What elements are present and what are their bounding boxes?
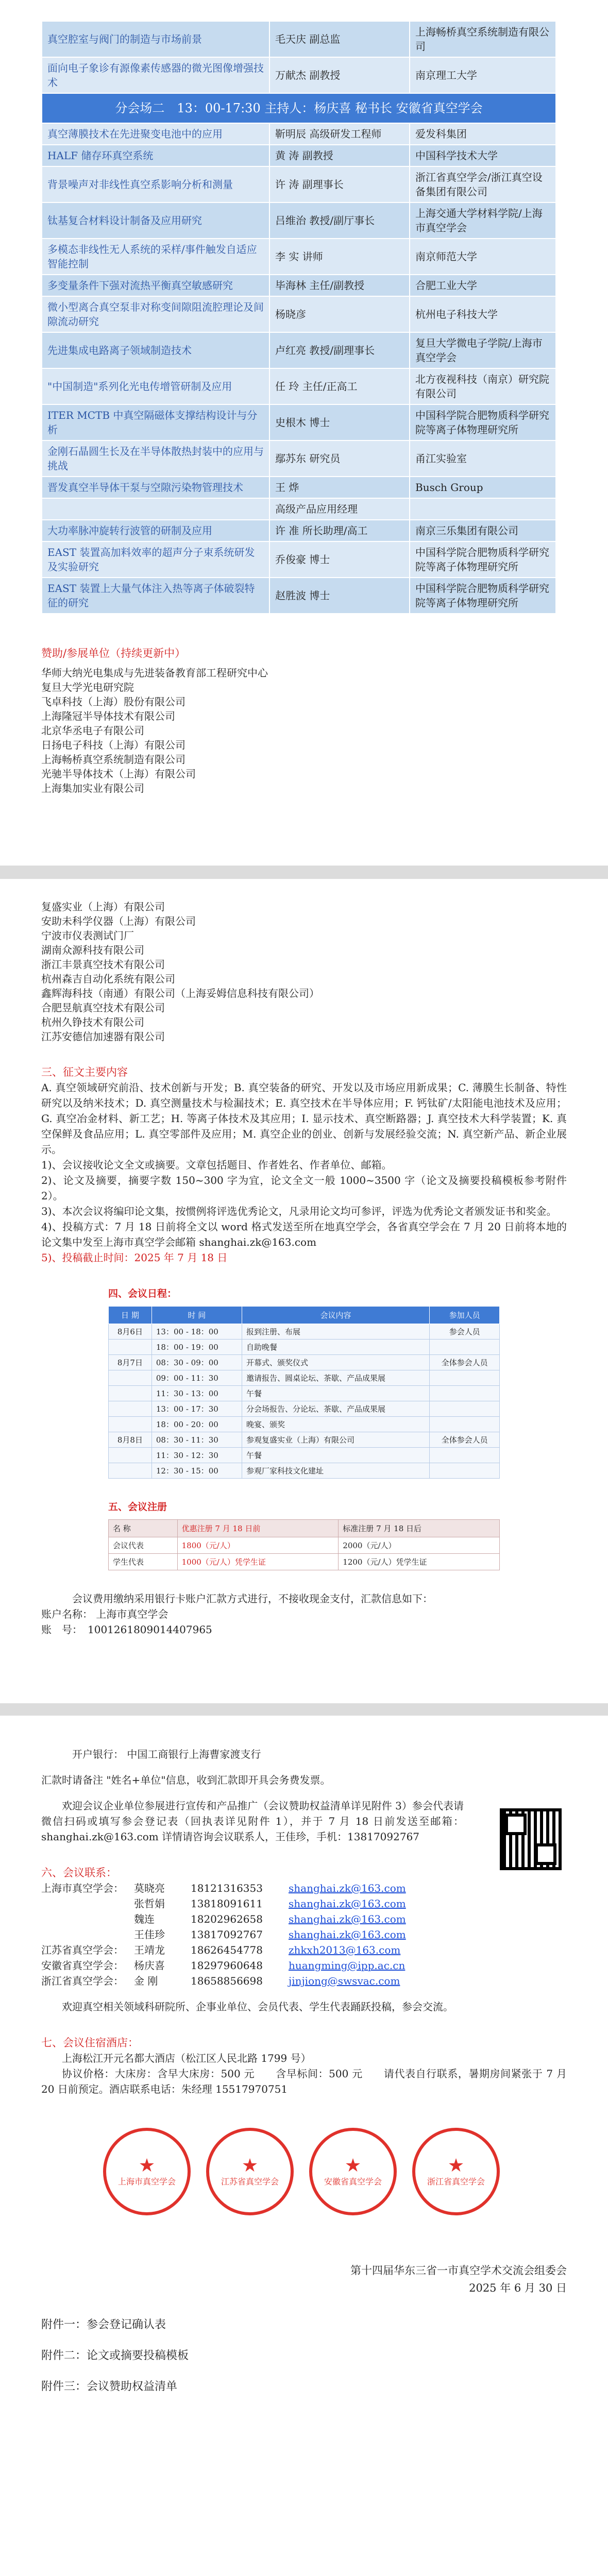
speaker-org: 甬江实验室 xyxy=(410,440,556,477)
speaker: 乔俊豪 博士 xyxy=(269,541,410,578)
seal-star-icon: ★ xyxy=(138,2155,156,2176)
schedule-row xyxy=(42,275,556,296)
fee-standard: 1200（元/人）凭学生证 xyxy=(339,1554,500,1570)
contact-society: 安徽省真空学会： xyxy=(41,1959,124,1972)
company-item: 杭州森吉自动化系统有限公司 xyxy=(41,973,175,985)
contact-row xyxy=(41,1942,567,1958)
account-name: 账户名称： 上海市真空学会 xyxy=(41,1608,168,1620)
agenda-item: 分会场报告、分论坛、茶歇、产品成果展 xyxy=(242,1401,429,1417)
contact-title: 六、会议联系： xyxy=(41,1867,117,1879)
contact-society xyxy=(41,1911,134,1927)
contact-list xyxy=(41,1880,567,1989)
contact-society xyxy=(41,1896,134,1911)
contact-society: 上海市真空学会： xyxy=(41,1882,124,1894)
agenda-time: 11：30 - 12：30 xyxy=(151,1448,242,1463)
speaker: 靳明辰 高级研发工程师 xyxy=(269,123,410,145)
talk-topic: 钛基复合材料设计制备及应用研究 xyxy=(42,202,269,239)
speaker-org: 上海畅桥真空系统制造有限公司 xyxy=(410,21,556,57)
hotel-price: 协议价格：大床房：含早大床房：500 元 含早标间：500 元 请代表自行联系，暑期房间紧张于 7 月 20 日前预定。酒店联系电话：朱经理 15517970751 xyxy=(41,2067,567,2095)
contact-society: 江苏省真空学会： xyxy=(41,1944,124,1956)
agenda-time: 18：00 - 19：00 xyxy=(151,1340,242,1355)
speaker-org: 中国科学院合肥物质科学研究院等离子体物理研究所 xyxy=(410,541,556,578)
talk-topic: EAST 装置高加料效率的超声分子束系统研发及实验研究 xyxy=(42,541,269,578)
rule-item: 4)、投稿方式：7 月 18 日前将全文以 word 格式发送至所在地真空学会，各省真空学会在 7 月 20 日前将本地的论文集中发至上海市真空学会邮箱 shanghai.zk@163.com xyxy=(41,1221,567,1248)
attachment-item: 附件二：论文或摘要投稿模板 xyxy=(41,2349,189,2362)
contact-row xyxy=(41,1973,567,1989)
contact-email[interactable]: zhkxh2013@163.com xyxy=(289,1944,401,1956)
rule-item: 1)、会议接收论文全文或摘要。文章包括题目、作者姓名、作者单位、邮箱。 xyxy=(41,1159,392,1171)
company-item: 宁波市仪表测试门厂 xyxy=(41,929,134,942)
speaker-org: Busch Group xyxy=(410,477,556,498)
schedule-row xyxy=(42,477,556,498)
agenda-day xyxy=(109,1370,152,1386)
sponsor-item: 复旦大学光电研究院 xyxy=(41,681,134,693)
attachment-list xyxy=(41,2317,567,2395)
contact-name: 魏连 xyxy=(134,1913,155,1925)
company-item: 江苏安德信加速器有限公司 xyxy=(41,1030,165,1043)
contact-email[interactable]: shanghai.zk@163.com xyxy=(289,1882,406,1894)
speaker-org: 中国科学院合肥物质科学研究院等离子体物理研究所 xyxy=(410,578,556,614)
speaker-org: 合肥工业大学 xyxy=(410,275,556,296)
contact-row xyxy=(41,1896,567,1911)
agenda-item: 午餐 xyxy=(242,1386,429,1401)
rule-item: 2)、论文及摘要，摘要字数 150~300 字为宜，论文全文一般 1000~3500 字（论文及摘要投稿模板参考附件 2）。 xyxy=(41,1174,567,1202)
contact-name: 杨庆喜 xyxy=(134,1959,165,1972)
schedule-row xyxy=(42,202,556,239)
schedule-row xyxy=(42,166,556,202)
agenda-row xyxy=(109,1401,500,1417)
contact-phone: 18121316353 xyxy=(191,1882,263,1894)
contact-row xyxy=(41,1880,567,1896)
contact-email[interactable]: shanghai.zk@163.com xyxy=(289,1897,406,1910)
rule-item: 3)、本次会议将编印论文集，按惯例将评选优秀论文，凡录用论文均可参评，评选为优秀论文者颁发证书和奖金。 xyxy=(41,1205,557,1217)
contact-email[interactable]: shanghai.zk@163.com xyxy=(289,1928,406,1941)
company-item: 浙江丰景真空技术有限公司 xyxy=(41,958,165,971)
sponsor-list xyxy=(41,666,567,795)
schedule-row xyxy=(42,368,556,404)
session-schedule-table xyxy=(41,21,556,614)
talk-topic: 晋发真空半导体干泵与空隙污染物管理技术 xyxy=(42,477,269,498)
schedule-row xyxy=(42,520,556,541)
agenda-row xyxy=(109,1370,500,1386)
agenda-row xyxy=(109,1448,500,1463)
contact-society xyxy=(41,1927,134,1942)
sponsor-section-title: 赞助/参展单位（持续更新中） xyxy=(41,647,186,659)
speaker: 高级产品应用经理 xyxy=(269,498,410,520)
seal-star-icon: ★ xyxy=(344,2155,362,2176)
payment-note: 会议费用缴纳采用银行卡账户汇款方式进行，不接收现金支付，汇款信息如下： xyxy=(72,1592,433,1605)
speaker: 许 准 所长助理/高工 xyxy=(269,520,410,541)
company-list xyxy=(41,900,567,1044)
agenda-row xyxy=(109,1355,500,1370)
schedule-row xyxy=(42,57,556,93)
contact-name: 金 刚 xyxy=(134,1975,158,1987)
talk-topic: 大功率脉冲旋转行波管的研制及应用 xyxy=(42,520,269,541)
scope-section-title: 三、征文主要内容 xyxy=(41,1066,128,1078)
speaker-org: 爱发科集团 xyxy=(410,123,556,145)
agenda-item: 午餐 xyxy=(242,1448,429,1463)
seal-inner xyxy=(118,2157,176,2187)
contact-name: 王佳珍 xyxy=(134,1928,165,1941)
speaker: 毕海林 主任/副教授 xyxy=(269,275,410,296)
speaker-org: 北方夜视科技（南京）研究院有限公司 xyxy=(410,368,556,404)
company-item: 鑫辉海科技（南通）有限公司（上海妥姆信息科技有限公司） xyxy=(41,987,319,999)
talk-topic: "中国制造"系列化光电传增管研制及应用 xyxy=(42,368,269,404)
speaker: 杨晓彦 xyxy=(269,296,410,332)
fee-title: 五、会议注册 xyxy=(108,1501,167,1513)
agenda-time: 12：30 - 15：00 xyxy=(151,1463,242,1479)
agenda-day xyxy=(109,1463,152,1479)
speaker-org xyxy=(410,498,556,520)
speaker-org: 浙江省真空学会/浙江真空设备集团有限公司 xyxy=(410,166,556,202)
agenda-header-cell: 参加人员 xyxy=(430,1307,500,1324)
sponsor-item: 上海集加实业有限公司 xyxy=(41,782,144,794)
speaker-org: 复旦大学微电子学院/上海市真空学会 xyxy=(410,332,556,368)
session-header: 分会场二 13：00-17:30 主持人：杨庆喜 秘书长 安徽省真空学会 xyxy=(42,93,556,123)
agenda-row xyxy=(109,1324,500,1340)
talk-topic: ITER MCTB 中真空隔磁体支撑结构设计与分析 xyxy=(42,404,269,440)
agenda-time: 18：00 - 20：00 xyxy=(151,1417,242,1432)
company-item: 湖南众源科技有限公司 xyxy=(41,944,144,956)
sponsor-item: 上海畅桥真空系统制造有限公司 xyxy=(41,753,185,766)
contact-email[interactable]: shanghai.zk@163.com xyxy=(289,1913,406,1925)
seal-text: 浙江省真空学会 xyxy=(427,2176,485,2187)
schedule-row xyxy=(42,498,556,520)
speaker: 万献杰 副教授 xyxy=(269,57,410,93)
contact-email[interactable]: huangming@ipp.ac.cn xyxy=(289,1959,406,1972)
seal-text: 安徽省真空学会 xyxy=(324,2176,382,2187)
agenda-day: 8月7日 xyxy=(109,1355,152,1370)
agenda-participants xyxy=(430,1370,500,1386)
agenda-item: 开幕式、颁奖仪式 xyxy=(242,1355,429,1370)
agenda-time: 13：00 - 18：00 xyxy=(151,1324,242,1340)
schedule-row xyxy=(42,93,556,123)
sponsor-invite-text: 欢迎会议企业单位参展进行宣传和产品推广（会议赞助权益清单详见附件 3）参会代表请微信扫码或填写参会登记表（回执表详见附件 1），并于 7 月 18 日前发送至邮箱：shanghai.zk@163.com 详情请咨询会议联系人，王佳珍，手机：13817092767 xyxy=(41,1800,464,1843)
seal-star-icon: ★ xyxy=(447,2155,465,2176)
agenda-time: 08：30 - 11：30 xyxy=(151,1432,242,1448)
speaker-org: 上海交通大学材料学院/上海市真空学会 xyxy=(410,202,556,239)
agenda-row xyxy=(109,1432,500,1448)
agenda-participants xyxy=(430,1448,500,1463)
seal-stamp xyxy=(206,2128,294,2215)
sponsor-item: 光驰半导体技术（上海）有限公司 xyxy=(41,768,196,780)
agenda-time: 11：30 - 13：00 xyxy=(151,1386,242,1401)
bank-name: 开户银行： 中国工商银行上海曹家渡支行 xyxy=(72,1748,261,1760)
seal-stamp xyxy=(309,2128,397,2215)
contact-name: 王靖龙 xyxy=(134,1944,165,1956)
talk-topic: 背景噪声对非线性真空系影响分析和测量 xyxy=(42,166,269,202)
fee-header-cell: 优惠注册 7 月 18 日前 xyxy=(177,1520,339,1537)
agenda-row xyxy=(109,1463,500,1479)
talk-topic: EAST 装置上大量气体注入热等离子体破裂特征的研究 xyxy=(42,578,269,614)
talk-topic: 真空腔室与阀门的制造与市场前景 xyxy=(42,21,269,57)
agenda-participants xyxy=(430,1417,500,1432)
seal-inner xyxy=(221,2157,279,2187)
talk-topic: 真空薄膜技术在先进聚变电池中的应用 xyxy=(42,123,269,145)
speaker: 许 涛 副理事长 xyxy=(269,166,410,202)
agenda-participants xyxy=(430,1340,500,1355)
contact-phone: 18658856698 xyxy=(191,1975,263,1987)
document-page-3 xyxy=(0,1716,608,2576)
company-item: 杭州久铮技术有限公司 xyxy=(41,1016,144,1028)
submission-rules xyxy=(41,1157,567,1250)
contact-phone: 18297960648 xyxy=(191,1959,263,1972)
fee-early: 1000（元/人）凭学生证 xyxy=(177,1554,339,1570)
scope-text: A. 真空领域研究前沿、技术创新与开发；B. 真空装备的研究、开发以及市场应用新成果；C. 薄膜生长制备、特性研究以及纳米技术；D. 真空测量技术与检漏技术；E. 真空技术在半导体应用；F. 钙钛矿/太阳能电池技术及应用；G. 真空冶金材料、新工艺；H. 等离子体技术及其应用；I. 显示技术、真空断路器；J. 真空技术大科学装置；K. 真空保鲜及食品应用；L. 真空零部件及应用；M. 真空企业的创业、创新与发展经验交流；N. 真空新产品、新企业展示。 xyxy=(41,1081,567,1156)
wechat-qr-code[interactable] xyxy=(500,1808,562,1870)
agenda-header-cell: 日 期 xyxy=(109,1307,152,1324)
agenda-title: 四、会议日程： xyxy=(108,1288,177,1299)
speaker: 任 玲 主任/正高工 xyxy=(269,368,410,404)
seal-stamp xyxy=(412,2128,500,2215)
speaker: 李 实 讲师 xyxy=(269,239,410,275)
agenda-day: 8月8日 xyxy=(109,1432,152,1448)
contact-name: 莫晓亮 xyxy=(134,1882,165,1894)
seal-stamp xyxy=(103,2128,191,2215)
document-page-1 xyxy=(0,0,608,866)
speaker: 黄 涛 副教授 xyxy=(269,145,410,166)
speaker: 史根木 博士 xyxy=(269,404,410,440)
speaker: 赵胜波 博士 xyxy=(269,578,410,614)
agenda-day xyxy=(109,1448,152,1463)
agenda-participants: 参会人员 xyxy=(430,1324,500,1340)
agenda-time: 09：00 - 11：30 xyxy=(151,1370,242,1386)
signature-date: 2025 年 6 月 30 日 xyxy=(469,2282,567,2294)
company-item: 合肥昱航真空技术有限公司 xyxy=(41,1002,165,1014)
sponsor-item: 上海隆冠半导体技术有限公司 xyxy=(41,710,175,722)
contact-phone: 13817092767 xyxy=(191,1928,263,1941)
agenda-row xyxy=(109,1340,500,1355)
sponsor-item: 华师大纳光电集成与先进装备教育部工程研究中心 xyxy=(41,667,268,679)
sponsor-item: 北京华丞电子有限公司 xyxy=(41,724,144,737)
contact-row xyxy=(41,1927,567,1942)
deadline-text: 5)、投稿截止时间：2025 年 7 月 18 日 xyxy=(41,1251,228,1264)
seal-inner xyxy=(324,2157,382,2187)
agenda-item: 参观复盛实业（上海）有限公司 xyxy=(242,1432,429,1448)
company-item: 安助未科学仪器（上海）有限公司 xyxy=(41,915,196,927)
talk-topic: 多模态非线性无人系统的采样/事件触发自适应智能控制 xyxy=(42,239,269,275)
talk-topic: 面向电子象诊有源像素传感器的微光图像增强技术 xyxy=(42,57,269,93)
company-item: 复盛实业（上海）有限公司 xyxy=(41,901,165,913)
seal-star-icon: ★ xyxy=(241,2155,259,2176)
fee-row xyxy=(109,1554,500,1570)
contact-society: 浙江省真空学会： xyxy=(41,1975,124,1987)
fee-name: 学生代表 xyxy=(109,1554,178,1570)
sponsor-item: 日扬电子科技（上海）有限公司 xyxy=(41,739,185,751)
speaker: 王 烨 xyxy=(269,477,410,498)
speaker: 卢红亮 教授/副理事长 xyxy=(269,332,410,368)
contact-row xyxy=(41,1958,567,1973)
schedule-row xyxy=(42,578,556,614)
document-page-2 xyxy=(0,879,608,1703)
hotel-title: 七、会议住宿酒店： xyxy=(41,2037,139,2049)
contact-phone: 18202962658 xyxy=(191,1913,263,1925)
agenda-participants xyxy=(430,1463,500,1479)
talk-topic: 金刚石晶圆生长及在半导体散热封装中的应用与挑战 xyxy=(42,440,269,477)
speaker: 吕维治 教授/副厅事长 xyxy=(269,202,410,239)
schedule-row xyxy=(42,239,556,275)
speaker: 鄢苏东 研究员 xyxy=(269,440,410,477)
schedule-row xyxy=(42,440,556,477)
talk-topic xyxy=(42,498,269,520)
contact-phone: 13818091611 xyxy=(191,1897,263,1910)
attachment-item: 附件三：会议赞助权益清单 xyxy=(41,2380,178,2393)
official-seals xyxy=(41,2128,567,2231)
speaker-org: 杭州电子科技大学 xyxy=(410,296,556,332)
schedule-row xyxy=(42,541,556,578)
agenda-participants xyxy=(430,1401,500,1417)
contact-name: 张哲娟 xyxy=(134,1897,165,1910)
seal-inner xyxy=(427,2157,485,2187)
agenda-day xyxy=(109,1401,152,1417)
agenda-row xyxy=(109,1386,500,1401)
agenda-item: 邀请报告、圆桌论坛、茶歇、产品成果展 xyxy=(242,1370,429,1386)
organizer-signature: 第十四届华东三省一市真空学术交流会组委会 xyxy=(350,2264,567,2277)
agenda-item: 自助晚餐 xyxy=(242,1340,429,1355)
contact-row xyxy=(41,1911,567,1927)
agenda-item: 报到注册、布展 xyxy=(242,1324,429,1340)
speaker: 毛天庆 副总监 xyxy=(269,21,410,57)
schedule-row xyxy=(42,145,556,166)
talk-topic: 先进集成电路离子领域制造技术 xyxy=(42,332,269,368)
fee-name: 会议代表 xyxy=(109,1537,178,1554)
agenda-table xyxy=(108,1306,500,1479)
remit-note: 汇款时请备注 "姓名+单位"信息，收到汇款即开具会务费发票。 xyxy=(41,1774,331,1786)
agenda-header-cell: 会议内容 xyxy=(242,1307,429,1324)
schedule-row xyxy=(42,123,556,145)
sponsor-item: 飞卓科技（上海）股份有限公司 xyxy=(41,696,185,708)
account-number: 账 号： 1001261809014407965 xyxy=(41,1623,212,1636)
agenda-time: 13：00 - 17：30 xyxy=(151,1401,242,1417)
fee-header-cell: 标准注册 7 月 18 日后 xyxy=(339,1520,500,1537)
seal-text: 上海市真空学会 xyxy=(117,2176,176,2187)
attachment-item: 附件一：参会登记确认表 xyxy=(41,2318,166,2331)
speaker-org: 中国科学院合肥物质科学研究院等离子体物理研究所 xyxy=(410,404,556,440)
speaker-org: 南京三乐集团有限公司 xyxy=(410,520,556,541)
fee-header-cell: 名 称 xyxy=(109,1520,178,1537)
talk-topic: 微小型离合真空泵非对称变间隙阻流腔理论及间隙流动研究 xyxy=(42,296,269,332)
fee-table xyxy=(108,1519,500,1570)
agenda-header-cell: 时 间 xyxy=(151,1307,242,1324)
agenda-day xyxy=(109,1340,152,1355)
speaker-org: 南京理工大学 xyxy=(410,57,556,93)
schedule-row xyxy=(42,21,556,57)
agenda-participants: 全体参会人员 xyxy=(430,1432,500,1448)
agenda-item: 晚宴、颁奖 xyxy=(242,1417,429,1432)
talk-topic: HALF 储存环真空系统 xyxy=(42,145,269,166)
agenda-day: 8月6日 xyxy=(109,1324,152,1340)
welcome-text: 欢迎真空相关领域科研院所、企事业单位、会员代表、学生代表踊跃投稿，参会交流。 xyxy=(62,2001,453,2013)
agenda-row xyxy=(109,1417,500,1432)
schedule-row xyxy=(42,296,556,332)
agenda-item: 参观厂家科技文化建址 xyxy=(242,1463,429,1479)
agenda-participants xyxy=(430,1386,500,1401)
seal-text: 江苏省真空学会 xyxy=(221,2176,279,2187)
schedule-row xyxy=(42,404,556,440)
hotel-name: 上海松江开元名都大酒店（松江区人民北路 1799 号） xyxy=(62,2052,311,2064)
agenda-participants: 全体参会人员 xyxy=(430,1355,500,1370)
contact-email[interactable]: jinjiong@swsvac.com xyxy=(289,1975,400,1987)
talk-topic: 多变量条件下强对流热平衡真空敏感研究 xyxy=(42,275,269,296)
speaker-org: 中国科学技术大学 xyxy=(410,145,556,166)
agenda-time: 08：30 - 09：00 xyxy=(151,1355,242,1370)
schedule-row xyxy=(42,332,556,368)
fee-standard: 2000（元/人） xyxy=(339,1537,500,1554)
fee-early: 1800（元/人） xyxy=(177,1537,339,1554)
agenda-day xyxy=(109,1417,152,1432)
contact-phone: 18626454778 xyxy=(191,1944,263,1956)
speaker-org: 南京师范大学 xyxy=(410,239,556,275)
agenda-day xyxy=(109,1386,152,1401)
fee-row xyxy=(109,1537,500,1554)
